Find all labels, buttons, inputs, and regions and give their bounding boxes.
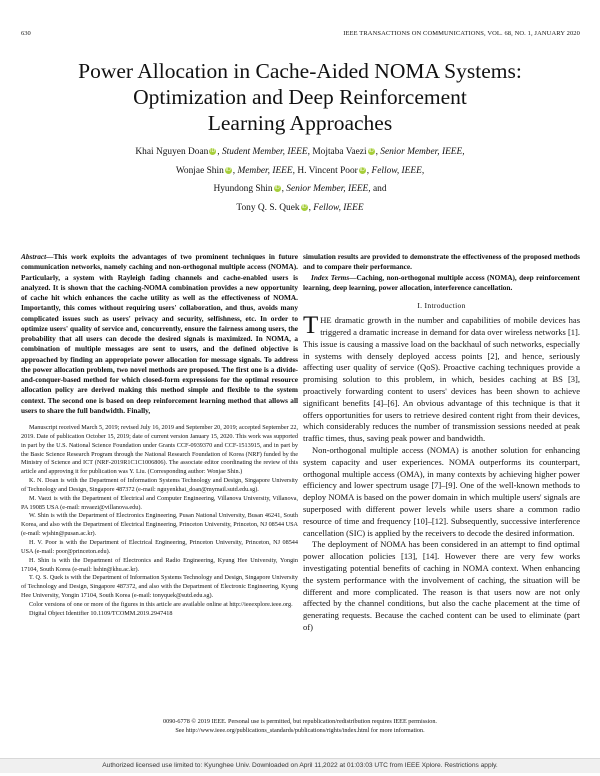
footnote-affiliation: H. V. Poor is with the Department of Electrical Engineering, Princeton University, Princeton, NJ 08544 USA (e-mail: poor@princeton.edu).	[21, 538, 298, 555]
first-page-footnotes	[21, 424, 298, 619]
copyright-line: 0090-6778 © 2019 IEEE. Personal use is permitted, but republication/redistribution requires IEEE permission.	[163, 718, 437, 725]
orcid-icon[interactable]: iD	[225, 166, 231, 173]
author-list	[0, 143, 600, 217]
footnote-affiliation: M. Vaezi is with the Department of Electrical and Computer Engineering, Villanova University, Villanova, PA 19085 USA (e-mail: mvaezi@villanova.edu).	[21, 494, 298, 511]
author-name: H. Vincent Poor	[297, 165, 358, 176]
paper-title	[0, 58, 600, 136]
abstract-continuation: simulation results are provided to demonstrate the effectiveness of the proposed methods and to compare their performance.	[303, 252, 580, 272]
orcid-icon[interactable]: iD	[359, 166, 365, 173]
abstract	[21, 252, 298, 416]
author-name: Hyundong Shin	[213, 184, 273, 194]
section-heading-introduction: I. Introduction	[417, 301, 466, 310]
author-name: Mojtaba Vaezi	[312, 147, 367, 157]
index-terms-label: Index Terms	[311, 272, 350, 282]
running-head: IEEE TRANSACTIONS ON COMMUNICATIONS, VOL. 68, NO. 1, JANUARY 2020	[343, 30, 580, 37]
orcid-icon[interactable]: iD	[274, 185, 280, 191]
orcid-icon[interactable]: iD	[301, 203, 307, 210]
abstract-text: —This work exploits the advantages of two prominent techniques in future communication networks, namely caching and non-orthogonal multiple access (NOMA). Particularly, a system with Rayleigh fading channels and cache-enabled users is analyzed. It is shown that the caching-NOMA combination provides a new opportunity of cache hit which enhances the cache utility as well as the effectiveness of NOMA. Importantly, this comes without requiring users' collaboration, and thus, avoids many complicated issues such as users' privacy and security, selfishness, etc. In order to optimize users' quality of service and, concurrently, ensure the fairness among users, the probability that all users can decode the desired signals is maximized. In NOMA, a combination of multiple messages are sent to users, and the defined objective is approached by finding an appropriate power allocation for message signals. To address the power allocation problem, two novel methods are proposed. The first one is a divide-and-conquer-based method for which closed-form expressions for the optimal resource allocation policy are derived making this method simple and flexible to the system context. The second one is based on deep reinforcement learning method that allows all users to share the full bandwidth. Finally,	[21, 252, 298, 415]
index-terms	[303, 273, 580, 294]
right-column	[303, 252, 580, 634]
author-membership: Member, IEEE,	[237, 165, 295, 176]
title-line-2: Optimization and Deep Reinforcement	[133, 85, 467, 109]
body-paragraph: The deployment of NOMA has been considered in an attempt to find optimal power allocation policies [13], [14]. However there are very few works investigating potential benefits of caching in NOMA context. When enhancing the system performance with the involvement of caching, the situation will be different and more complicated. The reason is that users now are not only affected by the channel conditions, but also the cache placement at the time of generating requests. Because the cached content can be used to eliminate (part of)	[303, 539, 580, 632]
author-membership: Fellow, IEEE,	[371, 165, 425, 176]
author-name: Tony Q. S. Quek	[236, 202, 300, 213]
orcid-icon[interactable]: iD	[210, 148, 216, 154]
paragraph-text: HE dramatic growth in the number and capabilities of mobile devices has triggered a dramatic increase in demand for data over wireless networks [1]. This issue is causing a massive load on the backhaul of such networks, especially in systems with densely deployed access points [2], and hence, seriously affecting user quality of service (QoS). Proactive caching techniques provide a promising solution to this problem, in which, besides caching at BS [3], proactively forwarding content to users' devices has been shown to achieve significant benefits [4]–[6]. An obvious advantage of this technique is that it offers opportunities for users to retrieve desired content right from their devices, which considerably reduces the number of transmission sessions needed at peak traffic times, thus, saving peak power and bandwidth.	[303, 315, 580, 444]
author-line: Hyundong Shin iD , Senior Member, IEEE, and	[213, 184, 387, 194]
title-line-1: Power Allocation in Cache-Aided NOMA Systems:	[78, 59, 522, 83]
author-membership: Fellow, IEEE	[313, 202, 364, 213]
footnote-affiliation: K. N. Doan is with the Department of Information Systems Technology and Design, Singapore University of Technology and Design, Singapore 487372 (e-mail: nguyenkhai_doan@mymail.sutd.edu.sg).	[21, 477, 298, 493]
left-column	[21, 252, 298, 619]
author-membership: Senior Member, IEEE,	[380, 147, 465, 157]
footnote-doi: Digital Object Identifier 10.1109/TCOMM.2019.2947418	[29, 609, 173, 617]
author-name: Wonjae Shin	[175, 165, 224, 176]
footnote-affiliation: T. Q. S. Quek is with the Department of Information Systems Technology and Design, Singapore University of Technology and Design, Singapore 487372, and also with the Department of Electronic Engineering, Kyung Hee University, Yongin 17104, South Korea (e-mail: tonyquek@sutd.edu.sg).	[21, 574, 298, 600]
orcid-icon[interactable]: iD	[368, 148, 374, 154]
introduction-body	[303, 312, 580, 634]
author-line: Khai Nguyen Doan iD , Student Member, IEEE, Mojtaba Vaezi iD , Senior Member, IEEE,	[135, 147, 465, 157]
abstract-label: Abstract	[21, 252, 47, 261]
index-terms-text: —Caching, non-orthogonal multiple access (NOMA), deep reinforcement learning, deep learning, power allocation, interference cancellation.	[303, 272, 580, 292]
footnote-manuscript: Manuscript received March 5, 2019; revised July 16, 2019 and September 20, 2019; accepted September 22, 2019. Date of publication October 15, 2019; date of current version January 15, 2020. This work was supported in part by the U.S. National Science Foundation under Grants CCF-0939370 and CCF-1513915, and in part by the Basic Science Research Program through the National Research Foundation of Korea (NRF) funded by the Ministry of Science and ICT (NRF-2019R1C1C1006806). The associate editor coordinating the review of this article and approving it for publication was Y. Liu. (Corresponding author: Wonjae Shin.)	[21, 424, 298, 476]
footnote-affiliation: H. Shin is with the Department of Electronics and Radio Engineering, Kyung Hee University, Yongin 17104, South Korea (e-mail: hshin@khu.ac.kr).	[21, 556, 298, 573]
license-bar: Authorized licensed use limited to: Kyunghee Univ. Downloaded on April 11,2022 at 01:03:03 UTC from IEEE Xplore. Restrictions apply.	[0, 758, 600, 773]
page-number: 630	[21, 30, 31, 37]
footnote-color-versions: Color versions of one or more of the figures in this article are available online at http://ieeexplore.ieee.org.	[29, 600, 293, 608]
drop-cap: T	[303, 312, 319, 340]
author-line: Wonjae Shin iD , Member, IEEE, H. Vincent Poor iD , Fellow, IEEE,	[175, 165, 425, 176]
body-paragraph: Non-orthogonal multiple access (NOMA) is another solution for enhancing system capacity and user experiences. NOMA outperforms its counterpart, orthogonal multiple access (OMA), in many contexts by achieving higher power efficiency and lower spectrum usage [7]–[9]. One of the well-known methods to deploy NOMA is based on the power domain in which multiple users' signals are superposed with different power levels while users share a common radio resource of time and frequency [10]–[12]. Subsequently, successive interference cancellation (SIC) is applied by the receivers to decode the desired information.	[303, 445, 580, 538]
author-conjunction: and	[372, 184, 387, 194]
copyright-notice	[0, 718, 600, 735]
author-line: Tony Q. S. Quek iD , Fellow, IEEE	[236, 202, 364, 213]
author-name: Khai Nguyen Doan	[135, 147, 209, 157]
author-membership: Senior Member, IEEE,	[286, 184, 371, 194]
title-line-3: Learning Approaches	[207, 111, 393, 135]
rights-link[interactable]: See http://www.ieee.org/publications_standards/publications/rights/index.html for more information.	[175, 726, 425, 734]
author-membership: Student Member, IEEE,	[221, 147, 310, 157]
footnote-affiliation: W. Shin is with the Department of Electronics Engineering, Pusan National University, Busan 46241, South Korea, and also with the Department of Electrical Engineering, Princeton University, Princeton, NJ 08544 USA (e-mail: wjshin@pusan.ac.kr).	[21, 512, 298, 538]
body-paragraph	[303, 312, 580, 445]
